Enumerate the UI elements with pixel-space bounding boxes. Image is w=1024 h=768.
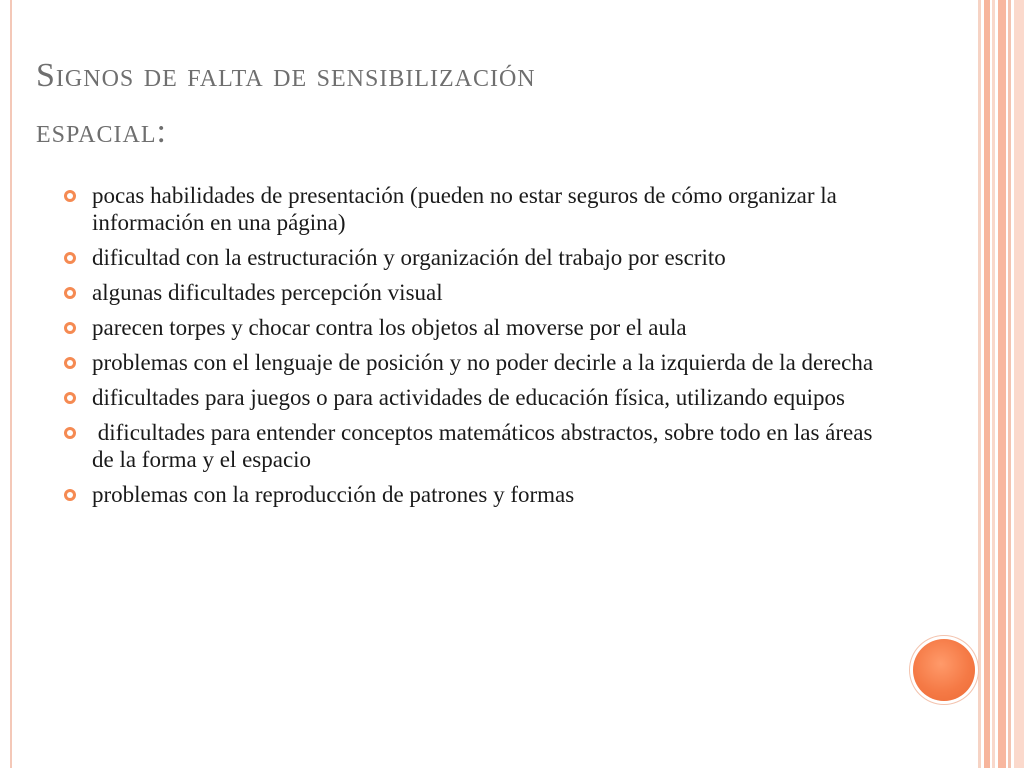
ring-bullet-icon — [64, 392, 76, 404]
ring-bullet-icon — [64, 322, 76, 334]
list-item-text: dificultades para juegos o para actividades de educación física, utilizando equipos — [92, 385, 845, 410]
list-item-text: dificultad con la estructuración y organización del trabajo por escrito — [92, 245, 726, 270]
ring-bullet-icon — [64, 489, 76, 501]
list-item — [62, 419, 892, 473]
ring-bullet-icon — [64, 252, 76, 264]
ring-bullet-icon — [64, 357, 76, 369]
slide-title-line: Signos de falta de sensibilización — [36, 57, 536, 94]
list-item — [62, 384, 892, 411]
right-stripe — [998, 0, 1006, 768]
list-item — [62, 481, 892, 508]
bullet-list — [62, 182, 892, 516]
left-border-rule — [10, 0, 12, 768]
right-stripe — [1008, 0, 1011, 768]
right-stripe — [984, 0, 990, 768]
list-item — [62, 279, 892, 306]
orange-circle-decoration — [913, 639, 975, 701]
right-stripe — [992, 0, 995, 768]
list-item-text: problemas con el lenguaje de posición y no poder decirle a la izquierda de la derecha — [92, 350, 874, 375]
list-item-text: dificultades para entender conceptos matemáticos abstractos, sobre todo en las áreas de la forma y el espacio — [92, 420, 879, 472]
list-item — [62, 349, 892, 376]
list-item — [62, 244, 892, 271]
list-item-text: parecen torpes y chocar contra los objetos al moverse por el aula — [92, 315, 687, 340]
list-item — [62, 182, 892, 236]
right-stripe — [1014, 0, 1024, 768]
ring-bullet-icon — [64, 427, 76, 439]
list-item — [62, 314, 892, 341]
slide-title-line: espacial: — [36, 113, 167, 150]
list-item-text: problemas con la reproducción de patrones y formas — [92, 482, 575, 507]
slide-title — [36, 48, 936, 160]
right-stripe — [978, 0, 981, 768]
list-item-text: algunas dificultades percepción visual — [92, 280, 443, 305]
list-item-text: pocas habilidades de presentación (pueden no estar seguros de cómo organizar la información en una página) — [92, 183, 837, 235]
ring-bullet-icon — [64, 287, 76, 299]
ring-bullet-icon — [64, 190, 76, 202]
